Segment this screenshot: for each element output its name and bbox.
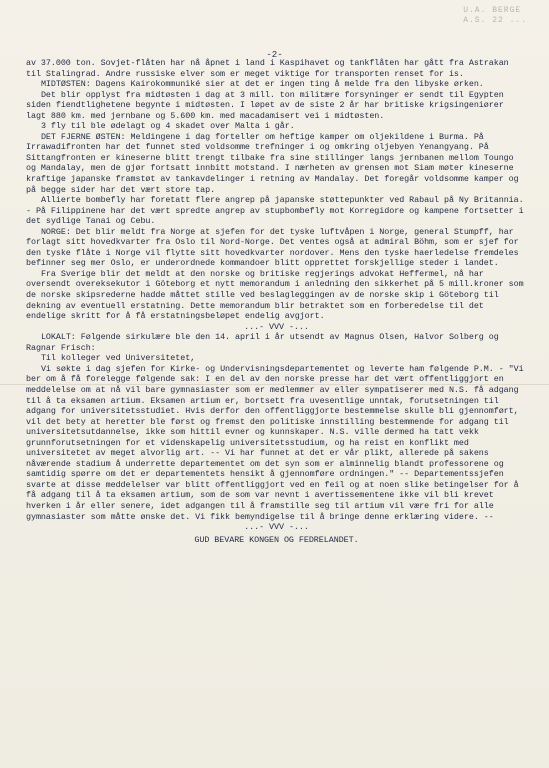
paragraph: Vi søkte i dag sjefen for Kirke- og Undervisningsdepartementet og leverte ham følgende P.M. - "Vi ber om å få forelegge følgende sak: I en del av den norske presse har det vært offentliggjort en meddelelse om at nå vil bare gymnasiaster som er medlemmer av eller sympatiserer med N.S. få adgang til å ta eksamen artium. Eksamen artium er, bortsett fra uvesentlige unntak, forutsetningen til adgang for universitetsstudiet. Hvis derfor den offentliggjorte bestemmelse skulle bli gjennomført, vil det bety at heretter ble først og fremst den politiske innstilling bestemmende for adgang til universitetsutdannelse, ikke som hittil evner og kunnskaper. N.S. ville dermed ha tatt vekk grunnforutsetningen for et videnskapelig universitetsstudium, og ha reist en konflikt med universitetet av meget alvorlig art. -- Vi har funnet at det er vår plikt, allerede på sakens nåværende stadium å underrette departementet om det syn som er alminnelig blandt professorene og samtidig spørre om det er departementets hensikt å gjennomføre ordningen." -- Departementssjefen svarte at disse meddelelser var blitt offentliggjort ved en feil og at noen slike betingelser for å få adgang til å ta eksamen artium, som de som var nevnt i avertissementene ikke vil bli krevet hverken i år eller senere, idet adgangen til å framstille seg til artium vil være fri for alle gymnasiaster som måtte ønske det. Vi fikk bemyndigelse til å bringe denne erklæring videre. --	[26, 363, 529, 522]
paragraph: MIDTØSTEN: Dagens Kairokommuniké sier at det er ingen ting å melde fra den libyske ørken.	[26, 79, 484, 90]
section-separator: ...- VVV -...	[244, 321, 309, 332]
paragraph: DET FJERNE ØSTEN: Meldingene i dag forteller om heftige kamper om oljekildene i Burma. På Irrawadifronten har det funnet sted voldsomme trefninger i og omkring oljebyen Yenangyang. På Sittangfronten er kineserne blitt trengt tilbake fra sine stillinger langs jernbanen mellom Toungo og Mandalay, men de gjør fortsatt innbitt motstand. I nærheten av grensen mot Siam møter kineserne kraftige japanske framstøt av tankavdelinger i retning av Mandalay. Det foregår voldsomme kamper og på begge sider har det vært store tap.	[26, 131, 524, 195]
paragraph: av 37.000 ton. Sovjet-flåten har nå åpnet i land i Kaspihavet og tankflåten har gått fra Astrakan til Stalingrad. Andre russiske elver som er meget viktige for transporten renset for is.	[26, 58, 514, 79]
page-number: -2-	[266, 50, 283, 60]
paper-fold-line	[0, 384, 549, 385]
paragraph: Det blir opplyst fra midtøsten i dag at 3 mill. ton militære forsyninger er sendt til Egypten siden fiendtlighetene begynte i midtøsten. I løpet av de siste 2 år har britiske krigsingeniører lagt 880 km. med jernbane og 5.600 km. med macadamisert vei i midtøsten.	[26, 89, 509, 121]
paragraph: LOKALT: Følgende sirkulære ble den 14. april i år utsendt av Magnus Olsen, Halvor Solberg og Ragnar Frisch:	[26, 332, 504, 353]
archive-stamp: U.A. BERGE A.S. 22 ...	[463, 6, 527, 25]
paragraph: Til kolleger ved Universitetet,	[26, 353, 196, 364]
paragraph: Fra Sverige blir det meldt at den norske og britiske regjerings advokat Heffermel, nå har oversendt overeksekutor i Göteborg et nytt memorandum i anledning den sikkerhet på 5 mill.kroner som de norske skipsrederne hadde måttet stille ved beslagleggingen av de norske skip i Göteborg til dekning av eventuell erstatning. Dette memorandum blir betraktet som en forberedelse til det endelige skritt for å få erstatningsbeløpet endelig avgjort.	[26, 268, 529, 322]
document-body	[26, 58, 527, 545]
closing-line: GUD BEVARE KONGEN OG FEDRELANDET.	[194, 534, 359, 545]
section-separator: ...- VVV -...	[244, 522, 309, 533]
paragraph: Allierte bombefly har foretatt flere angrep på japanske støttepunkter ved Rabaul på Ny Britannia. - På Filippinene har det vært spredte angrep av stupbombefly mot Korregidore og kampene fortsetter i det sydlige Tanai og Cebu.	[26, 195, 529, 227]
paragraph: NORGE: Det blir meldt fra Norge at sjefen for det tyske luftvåpen i Norge, general Stumpff, har forlagt sitt hovedkvarter fra Oslo til Nord-Norge. Det ventes også at admiral Böhm, som er sjef for den tyske flåte i Norge vil flytte sitt hovedkvarter nordover. Mens den tyske haerledelse fremdeles befinner seg mer Oslo, er underordnede kommandoer blitt opprettet forskjellige steder i landet.	[26, 226, 524, 269]
paragraph: 3 fly til ble ødelagt og 4 skadet over Malta i går.	[26, 121, 295, 132]
